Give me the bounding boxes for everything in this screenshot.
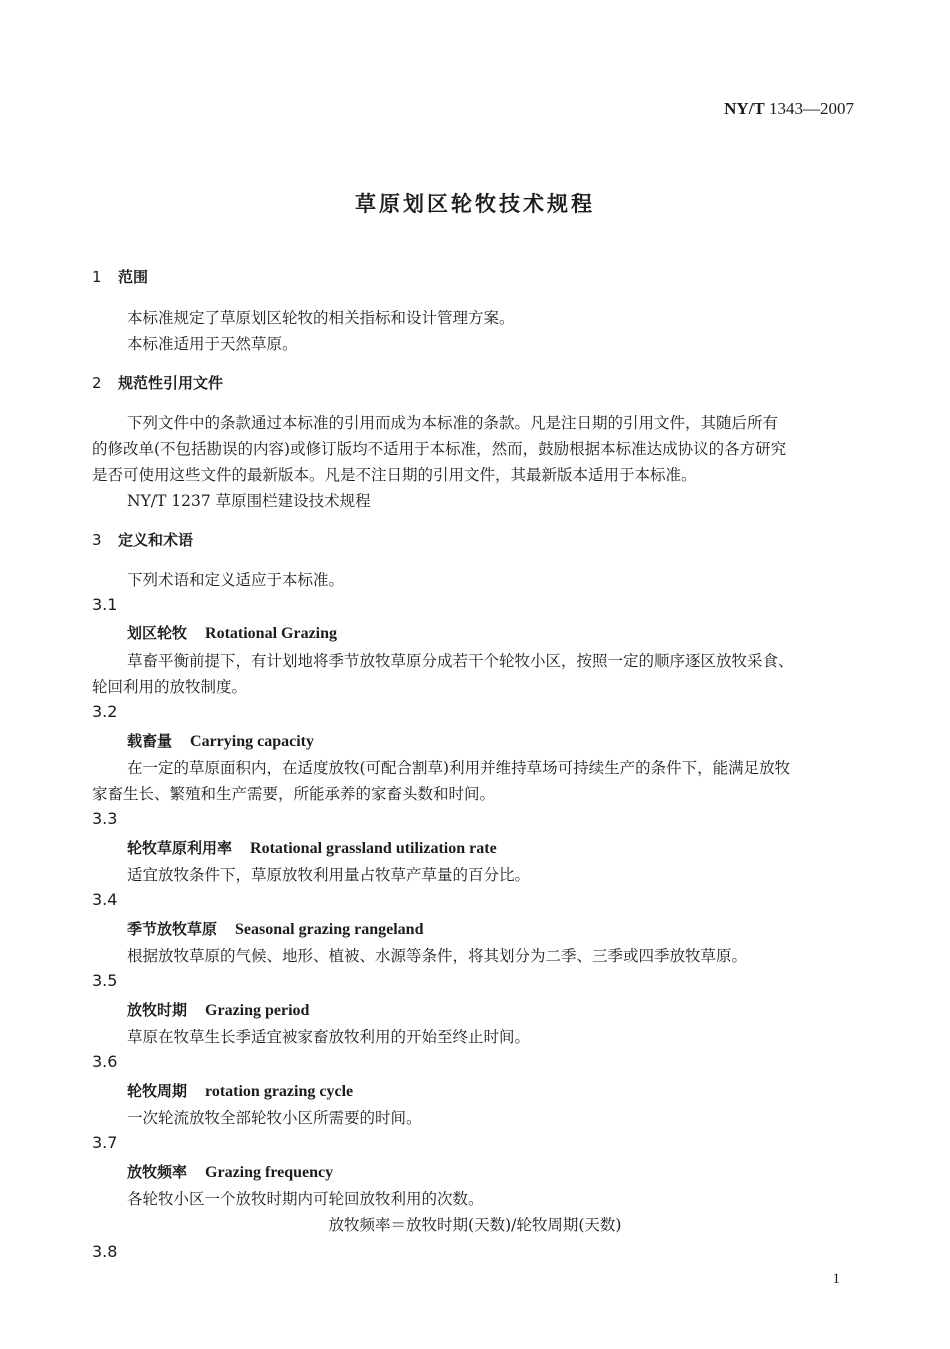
term-definition: 各轮牧小区一个放牧时期内可轮回放牧利用的次数。	[127, 1190, 484, 1208]
term-definition: 在一定的草原面积内，在适度放牧(可配合割草)利用并维持草场可持续生产的条件下，能满足放牧	[127, 759, 791, 777]
clause-number: 3.8	[92, 1242, 118, 1261]
term-title: 季节放牧草原 Seasonal grazing rangeland	[127, 920, 424, 938]
formula: 放牧频率＝放牧时期(天数)/轮牧周期(天数)	[328, 1216, 622, 1234]
term-title: 轮牧草原利用率 Rotational grassland utilization rate	[127, 839, 497, 857]
clause-number: 3.6	[92, 1052, 118, 1071]
reference-item: NY/T 1237 草原围栏建设技术规程	[127, 492, 371, 510]
paragraph: 本标准适用于天然草原。	[127, 335, 298, 353]
clause-number: 3.7	[92, 1133, 118, 1152]
term-title: 轮牧周期 rotation grazing cycle	[127, 1082, 354, 1100]
term-title: 载畜量 Carrying capacity	[127, 732, 314, 750]
paragraph: 本标准规定了草原划区轮牧的相关指标和设计管理方案。	[127, 309, 515, 327]
term-title: 放牧时期 Grazing period	[127, 1001, 310, 1019]
term-definition-continuation: 轮回利用的放牧制度。	[92, 678, 248, 696]
paragraph-continuation: 的修改单(不包括勘误的内容)或修订版均不适用于本标准，然而，鼓励根据本标准达成协议的各方研究	[92, 440, 787, 458]
term-definition: 草原在牧草生长季适宜被家畜放牧利用的开始至终止时间。	[127, 1028, 531, 1046]
clause-number: 3.4	[92, 890, 118, 909]
paragraph: 下列文件中的条款通过本标准的引用而成为本标准的条款。凡是注日期的引用文件，其随后所有	[127, 414, 779, 432]
standard-number: NY/T 1343—2007	[724, 99, 854, 118]
clause-number: 3.2	[92, 702, 118, 721]
section-heading-references: 2 规范性引用文件	[92, 374, 224, 392]
term-definition: 一次轮流放牧全部轮牧小区所需要的时间。	[127, 1109, 422, 1127]
clause-number: 3.1	[92, 595, 118, 614]
term-definition: 适宜放牧条件下，草原放牧利用量占牧草产草量的百分比。	[127, 866, 531, 884]
term-title: 放牧频率 Grazing frequency	[127, 1163, 334, 1181]
term-definition: 根据放牧草原的气候、地形、植被、水源等条件，将其划分为二季、三季或四季放牧草原。	[127, 947, 748, 965]
term-definition: 草畜平衡前提下，有计划地将季节放牧草原分成若干个轮牧小区，按照一定的顺序逐区放牧采食、	[127, 652, 794, 670]
page-title: 草原划区轮牧技术规程	[355, 192, 595, 216]
paragraph-continuation: 是否可使用这些文件的最新版本。凡是不注日期的引用文件，其最新版本适用于本标准。	[92, 466, 697, 484]
clause-number: 3.5	[92, 971, 118, 990]
term-definition-continuation: 家畜生长、繁殖和生产需要，所能承养的家畜头数和时间。	[92, 785, 496, 803]
section-heading-definitions: 3 定义和术语	[92, 531, 194, 549]
term-title: 划区轮牧 Rotational Grazing	[127, 624, 338, 642]
paragraph: 下列术语和定义适应于本标准。	[127, 571, 345, 589]
clause-number: 3.3	[92, 809, 118, 828]
section-heading-scope: 1 范围	[92, 268, 149, 286]
page-number: 1	[832, 1271, 840, 1287]
